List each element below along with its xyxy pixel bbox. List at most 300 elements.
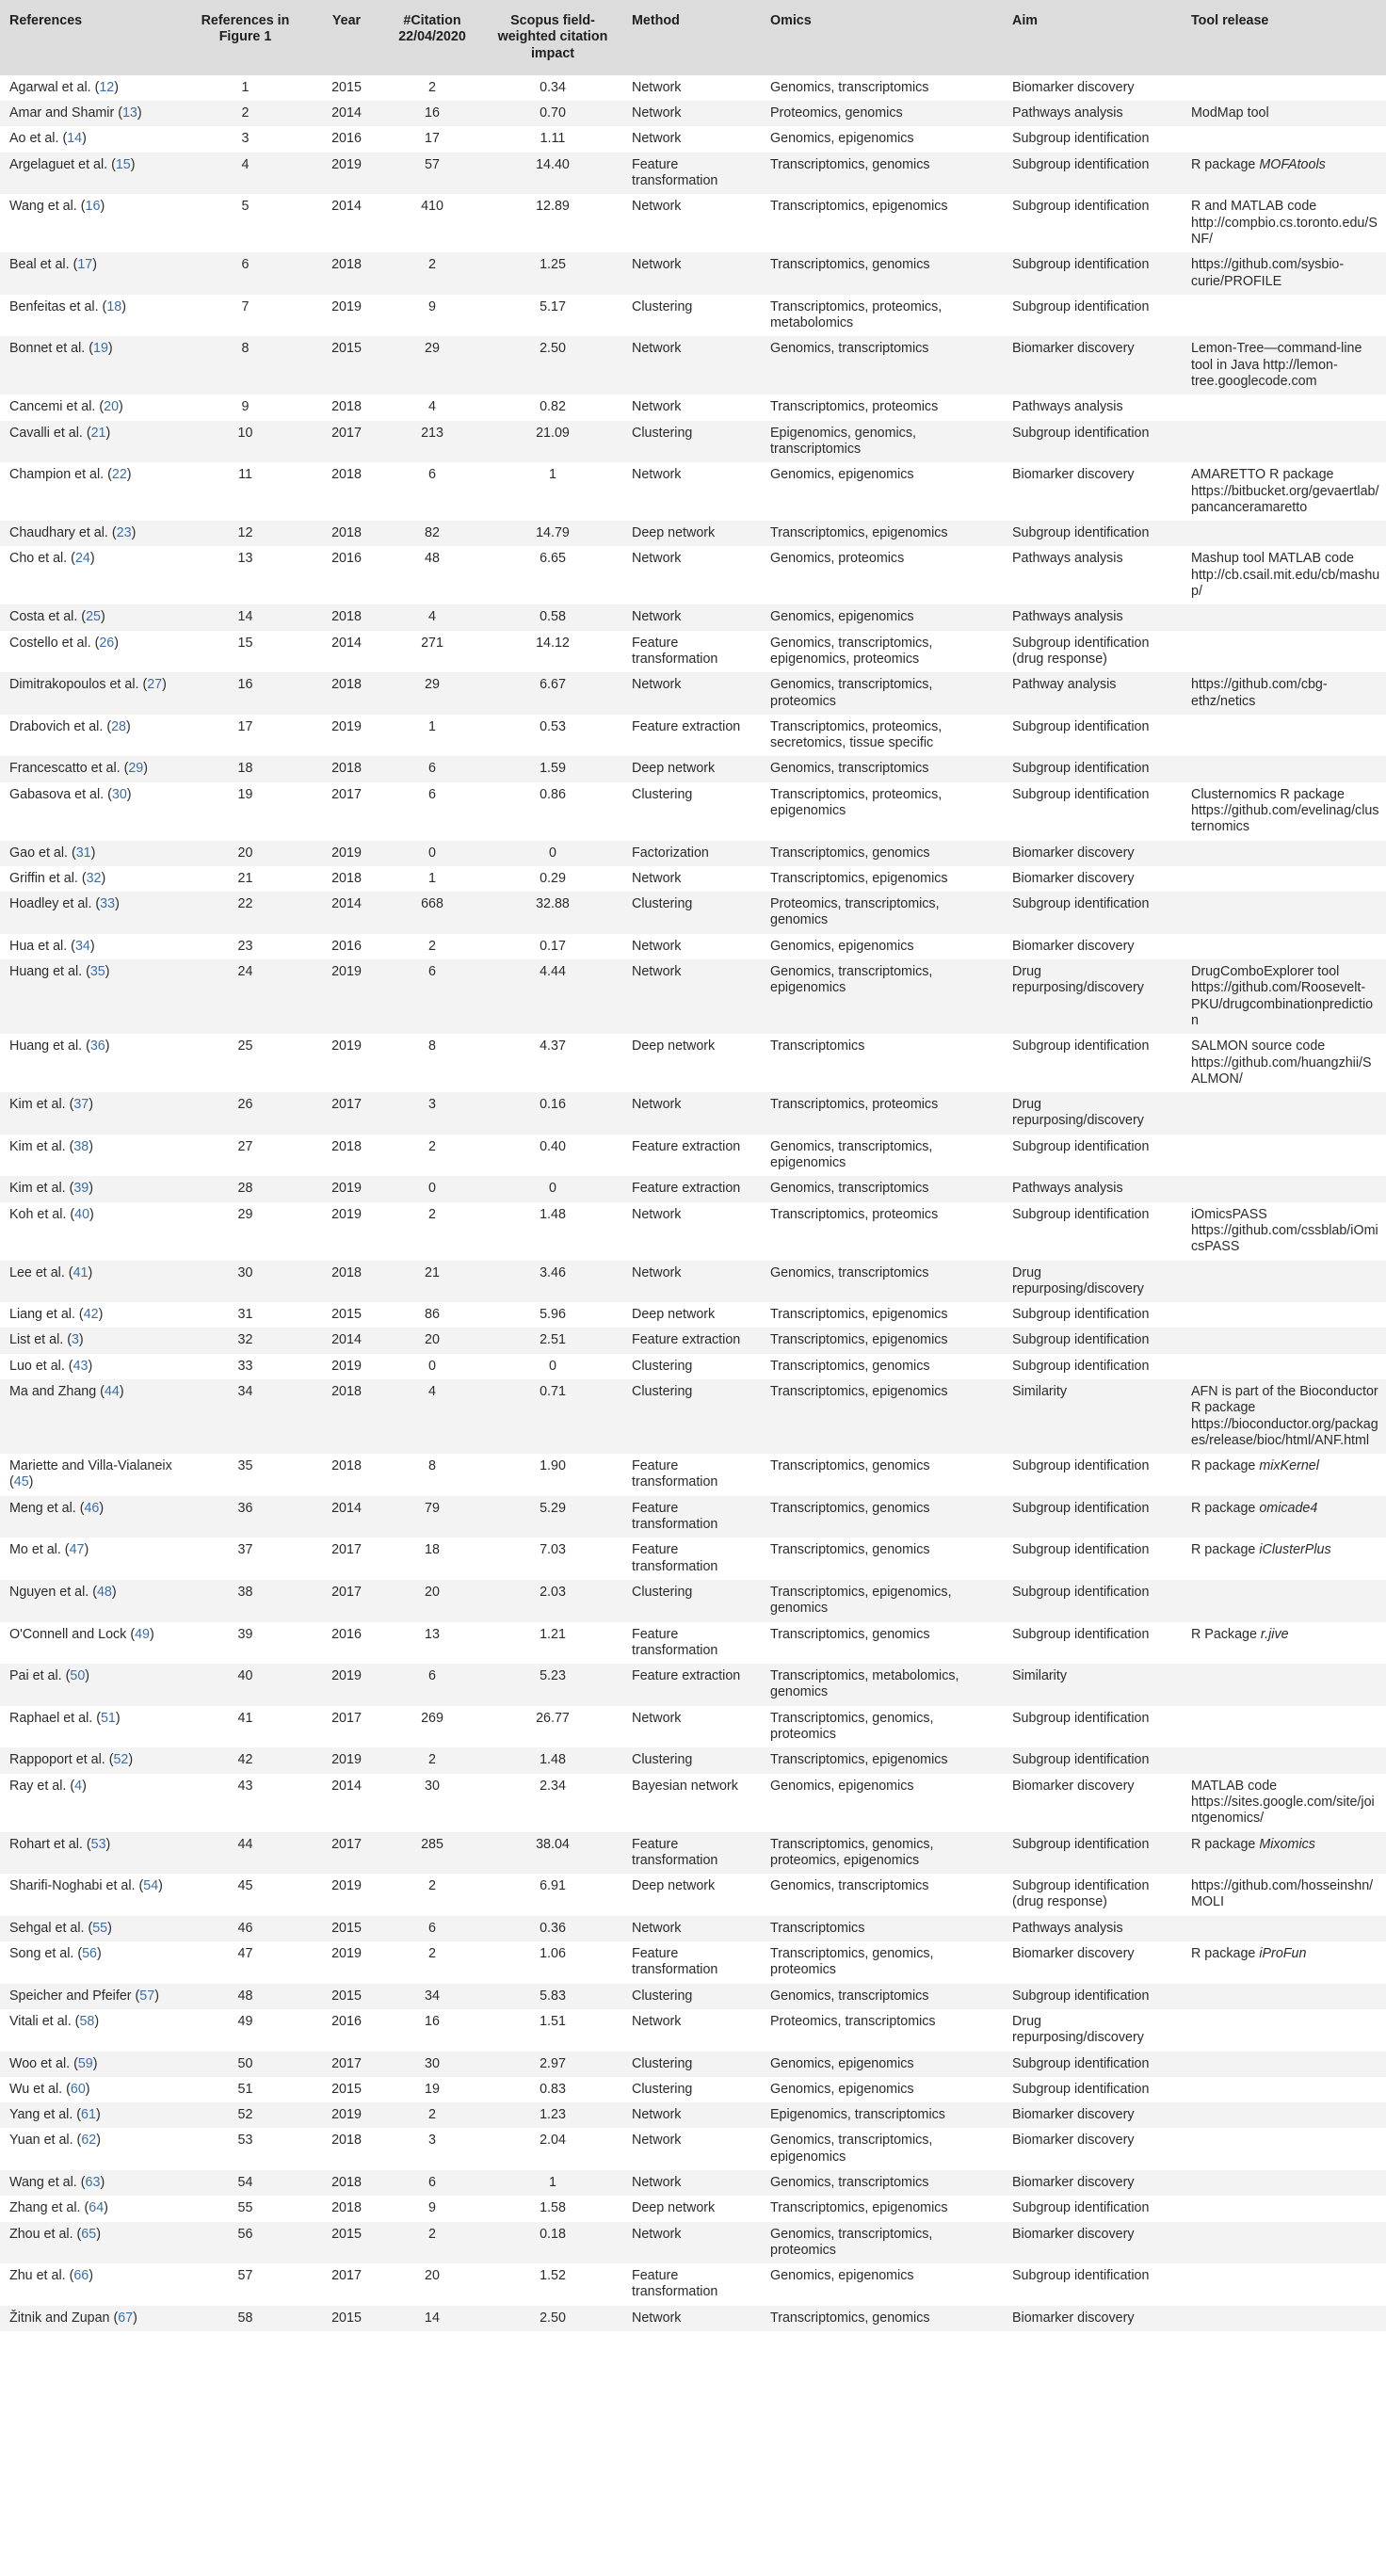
reference-author: Zhu et al. (9, 2268, 66, 2284)
cell-method: Network (632, 467, 682, 483)
cell-year: 2015 (308, 1984, 381, 2009)
table-row (0, 101, 1386, 126)
reference-number-link[interactable]: 44 (104, 1384, 120, 1399)
reference-author: Wu et al. (9, 2081, 63, 2097)
table-row (0, 1747, 1386, 1773)
cell-aim: Subgroup identification (1012, 2200, 1150, 2216)
cell-reference: Zhu et al. (66) (9, 2268, 94, 2284)
cell-aim: Subgroup identification (1012, 199, 1150, 215)
cell-figure-ref: 5 (241, 199, 250, 215)
cell-year: 2017 (308, 1092, 381, 1135)
tool-text: iOmicsPASS https://github.com/cssblab/iOmicsPASS (1191, 1206, 1378, 1255)
cell-reference: Griffin et al. (32) (9, 870, 106, 886)
table-row (0, 2306, 1386, 2331)
table-row (0, 866, 1386, 892)
cell-year: 2019 (331, 1206, 362, 1222)
reference-number-link[interactable]: 39 (73, 1181, 89, 1197)
cell-citations: 668 (381, 892, 479, 934)
reference-number-link[interactable]: 41 (73, 1264, 89, 1280)
cell-aim: Pathway analysis (1003, 672, 1182, 715)
cell-fwci: 1.90 (540, 1458, 566, 1474)
reference-author: Costa et al. (9, 609, 78, 625)
tool-text: https://github.com/hosseinshn/MOLI (1191, 1878, 1374, 1910)
cell-method: Feature transformation (622, 1832, 761, 1875)
reference-number-link[interactable]: 34 (74, 938, 90, 954)
cell-year: 2019 (308, 959, 381, 1034)
reference-number-link[interactable]: 65 (81, 2226, 97, 2242)
cell-tool-release (1182, 153, 1386, 195)
reference-number-link[interactable]: 32 (86, 870, 102, 886)
cell-figure-ref: 38 (179, 1580, 308, 1622)
cell-fwci: 0.58 (479, 604, 622, 630)
cell-year: 2014 (331, 199, 362, 215)
cell-year: 2019 (331, 1878, 362, 1894)
cell-year: 2015 (331, 2081, 362, 2097)
tool-package-name: r.jive (1260, 1626, 1289, 1642)
reference-author: Gabasova et al. (9, 786, 105, 802)
reference-number-link[interactable]: 67 (118, 2310, 134, 2326)
reference-number-link[interactable]: 53 (90, 1836, 106, 1852)
reference-number-link[interactable]: 20 (104, 399, 120, 415)
cell-reference: Mariette and Villa-Vialaneix (45) (9, 1458, 172, 1490)
cell-aim: Subgroup identification (1012, 298, 1150, 314)
cell-method: Network (622, 1092, 761, 1135)
reference-author: Speicher and Pfeifer (9, 1988, 132, 2004)
reference-number-link[interactable]: 28 (111, 718, 126, 734)
table-row (0, 2196, 1386, 2221)
cell-omics: Proteomics, genomics (761, 101, 1003, 126)
table-row (0, 126, 1386, 152)
cell-citations: 285 (381, 1832, 479, 1875)
cell-year: 2018 (331, 2200, 362, 2216)
cell-aim: Subgroup identification (1003, 1328, 1182, 1353)
tool-text: R package (1191, 1542, 1256, 1558)
cell-citations: 9 (428, 298, 436, 314)
cell-year: 2017 (331, 786, 362, 802)
cell-method: Network (622, 604, 761, 630)
reference-number-link[interactable]: 43 (73, 1358, 89, 1374)
reference-number-link[interactable]: 13 (121, 105, 137, 121)
cell-omics: Genomics, transcriptomics, epigenomics, proteomics (770, 635, 933, 667)
cell-aim: Pathways analysis (1003, 101, 1182, 126)
reference-number-link[interactable]: 16 (85, 199, 101, 215)
cell-reference: Cavalli et al. (21) (0, 421, 179, 463)
cell-fwci: 0.16 (479, 1092, 622, 1135)
cell-method: Network (632, 1710, 682, 1726)
reference-author: Cavalli et al. (9, 425, 83, 441)
cell-citations: 2 (428, 1206, 436, 1222)
cell-reference: Dimitrakopoulos et al. (27) (0, 672, 179, 715)
cell-year: 2016 (331, 551, 362, 567)
cell-citations: 17 (425, 131, 440, 147)
cell-citations: 0 (381, 841, 479, 866)
reference-number-link[interactable]: 22 (111, 467, 127, 483)
cell-figure-ref: 36 (179, 1496, 308, 1538)
cell-fwci: 0 (549, 1358, 556, 1374)
reference-number-link[interactable]: 30 (111, 786, 127, 802)
reference-number-link[interactable]: 33 (100, 896, 116, 912)
table-row (0, 521, 1386, 546)
cell-year: 2019 (308, 153, 381, 195)
reference-number-link[interactable]: 27 (147, 677, 163, 693)
cell-fwci: 7.03 (540, 1542, 566, 1558)
reference-number-link[interactable]: 58 (79, 2013, 95, 2029)
cell-citations: 20 (381, 1328, 479, 1353)
cell-omics: Genomics, transcriptomics (761, 2170, 1003, 2196)
cell-figure-ref: 22 (179, 892, 308, 934)
reference-number-link[interactable]: 52 (113, 1752, 129, 1768)
table-row (0, 194, 1386, 252)
cell-reference: Huang et al. (35) (0, 959, 179, 1034)
cell-citations: 34 (381, 1984, 479, 2009)
cell-reference: Kim et al. (39) (0, 1176, 179, 1201)
reference-author: Rappoport et al. (9, 1752, 105, 1768)
cell-aim: Subgroup identification (1003, 2052, 1182, 2077)
reference-number-link[interactable]: 19 (93, 341, 108, 357)
reference-number-link[interactable]: 55 (92, 1920, 108, 1936)
table-row (0, 421, 1386, 463)
reference-author: Beal et al. (9, 257, 70, 273)
header-figure-ref: References in Figure 1 (179, 0, 308, 75)
cell-reference: O'Connell and Lock (49) (9, 1626, 154, 1642)
cell-fwci: 2.50 (479, 336, 622, 394)
cell-fwci: 12.89 (536, 199, 570, 215)
cell-year: 2018 (308, 252, 381, 295)
cell-aim: Biomarker discovery (1003, 2170, 1182, 2196)
cell-tool-release (1182, 2170, 1386, 2196)
reference-number-link[interactable]: 40 (74, 1206, 90, 1222)
cell-year: 2014 (308, 892, 381, 934)
cell-fwci: 1 (479, 2170, 622, 2196)
cell-reference: Drabovich et al. (28) (9, 718, 131, 734)
reference-author: Amar and Shamir (9, 105, 115, 121)
cell-omics: Transcriptomics, epigenomics (761, 1328, 1003, 1353)
cell-year: 2015 (308, 336, 381, 394)
cell-omics: Transcriptomics, epigenomics (770, 199, 948, 215)
cell-fwci: 0.53 (540, 718, 566, 734)
cell-fwci: 2.04 (540, 2133, 566, 2149)
cell-fwci: 1.23 (479, 2102, 622, 2128)
cell-fwci: 14.79 (479, 521, 622, 546)
cell-omics: Transcriptomics, proteomics, epigenomics (770, 786, 943, 818)
cell-fwci: 1.59 (479, 756, 622, 781)
cell-citations: 269 (421, 1710, 443, 1726)
reference-number-link[interactable]: 3 (71, 1332, 79, 1348)
cell-aim: Subgroup identification (1003, 1747, 1182, 1773)
reference-author: Kim et al. (9, 1097, 66, 1113)
cell-method: Network (622, 2222, 761, 2264)
table-row (0, 841, 1386, 866)
cell-reference: Woo et al. (59) (0, 2052, 179, 2077)
cell-year: 2015 (308, 1916, 381, 1941)
cell-reference: Song et al. (56) (9, 1946, 102, 1962)
tool-text: SALMON source code https://github.com/huangzhii/SALMON/ (1191, 1038, 1372, 1087)
cell-figure-ref: 33 (237, 1358, 253, 1374)
table-row (0, 2170, 1386, 2196)
cell-method: Network (632, 870, 682, 886)
reference-number-link[interactable]: 36 (89, 1038, 105, 1055)
cell-omics: Genomics, transcriptomics, proteomics (761, 672, 1003, 715)
cell-method: Clustering (622, 1379, 761, 1454)
cell-year: 2017 (308, 2052, 381, 2077)
cell-citations: 16 (381, 101, 479, 126)
reference-number-link[interactable]: 59 (77, 2055, 93, 2071)
cell-method: Clustering (632, 1358, 693, 1374)
cell-reference: Wang et al. (63) (0, 2170, 179, 2196)
cell-reference: Hua et al. (34) (9, 938, 95, 954)
reference-number-link[interactable]: 54 (143, 1878, 159, 1894)
cell-fwci: 0 (479, 841, 622, 866)
reference-author: O'Connell and Lock (9, 1626, 127, 1642)
cell-figure-ref: 9 (241, 399, 250, 415)
cell-tool-release (1182, 2196, 1386, 2221)
cell-tool-release (1182, 1874, 1386, 1916)
cell-fwci: 1 (549, 467, 556, 483)
cell-figure-ref: 15 (237, 635, 253, 651)
cell-year: 2014 (331, 1778, 362, 1794)
cell-reference: Kim et al. (38) (9, 1138, 93, 1154)
cell-reference: Zhang et al. (64) (9, 2200, 108, 2216)
cell-tool-release (1182, 631, 1386, 673)
table-row (0, 1496, 1386, 1538)
cell-figure-ref: 8 (179, 336, 308, 394)
reference-number-link[interactable]: 38 (73, 1138, 89, 1154)
reference-number-link[interactable]: 12 (99, 79, 115, 95)
reference-number-link[interactable]: 21 (90, 425, 106, 441)
reference-number-link[interactable]: 4 (74, 1778, 83, 1794)
cell-year: 2017 (308, 1832, 381, 1875)
table-row (0, 153, 1386, 195)
cell-citations: 1 (428, 870, 436, 886)
cell-year: 2015 (331, 79, 362, 95)
reference-number-link[interactable]: 49 (135, 1626, 150, 1642)
cell-omics: Transcriptomics, epigenomics (761, 521, 1003, 546)
cell-citations: 29 (381, 336, 479, 394)
table-row (0, 604, 1386, 630)
cell-fwci: 2.97 (479, 2052, 622, 2077)
reference-number-link[interactable]: 64 (89, 2200, 105, 2216)
reference-author: Costello et al. (9, 635, 91, 651)
tool-text: R and MATLAB code http://compbio.cs.toronto.edu/SNF/ (1191, 199, 1378, 247)
cell-figure-ref: 25 (237, 1038, 253, 1055)
cell-omics: Genomics, epigenomics (761, 2052, 1003, 2077)
cell-omics: Transcriptomics, proteomics, metabolomics (770, 298, 943, 331)
cell-citations: 79 (381, 1496, 479, 1538)
cell-method: Network (622, 336, 761, 394)
cell-method: Network (622, 672, 761, 715)
cell-figure-ref: 17 (237, 718, 253, 734)
cell-fwci: 0.71 (479, 1379, 622, 1454)
reference-number-link[interactable]: 42 (83, 1307, 99, 1323)
table-row (0, 1261, 1386, 1303)
cell-year: 2018 (331, 1458, 362, 1474)
table-row (0, 782, 1386, 841)
reference-author: Cho et al. (9, 551, 68, 567)
reference-number-link[interactable]: 15 (115, 156, 131, 172)
cell-tool-release (1182, 672, 1386, 715)
cell-citations: 2 (428, 79, 436, 95)
cell-year: 2018 (331, 467, 362, 483)
cell-method: Network (632, 938, 682, 954)
reference-number-link[interactable]: 45 (13, 1474, 29, 1490)
cell-year: 2019 (308, 1664, 381, 1706)
cell-reference: Wang et al. (16) (9, 199, 105, 215)
cell-method: Feature transformation (622, 1496, 761, 1538)
cell-tool-release (1182, 194, 1386, 252)
cell-reference: Liang et al. (42) (9, 1307, 104, 1323)
cell-omics: Genomics, transcriptomics, epigenomics (770, 1138, 933, 1171)
cell-tool-release (1182, 252, 1386, 295)
reference-number-link[interactable]: 23 (116, 525, 132, 541)
reference-number-link[interactable]: 51 (100, 1710, 116, 1726)
reference-number-link[interactable]: 60 (70, 2081, 86, 2097)
table-row (0, 1984, 1386, 2009)
cell-figure-ref: 47 (237, 1946, 253, 1962)
cell-fwci: 0.36 (479, 1916, 622, 1941)
cell-tool-release (1182, 1622, 1386, 1665)
reference-author: Sharifi-Noghabi et al. (9, 1878, 136, 1894)
cell-aim: Biomarker discovery (1012, 1946, 1135, 1962)
cell-fwci: 0.82 (540, 399, 566, 415)
reference-number-link[interactable]: 61 (81, 2107, 96, 2123)
cell-figure-ref: 27 (237, 1138, 253, 1154)
cell-aim: Subgroup identification (1003, 1496, 1182, 1538)
cell-tool-release (1182, 1176, 1386, 1201)
cell-citations: 29 (381, 672, 479, 715)
reference-number-link[interactable]: 48 (96, 1584, 112, 1600)
cell-tool-release (1182, 1354, 1386, 1379)
reference-author: Song et al. (9, 1946, 74, 1962)
reference-author: Nguyen et al. (9, 1584, 89, 1600)
table-row (0, 1941, 1386, 1984)
reference-number-link[interactable]: 17 (77, 257, 93, 273)
reference-number-link[interactable]: 26 (99, 635, 115, 651)
table-row (0, 462, 1386, 521)
cell-omics: Genomics, epigenomics (770, 467, 914, 483)
cell-omics: Proteomics, transcriptomics, genomics (761, 892, 1003, 934)
cell-figure-ref: 49 (237, 2013, 253, 2029)
reference-number-link[interactable]: 31 (75, 845, 91, 861)
reference-number-link[interactable]: 18 (106, 298, 122, 314)
reference-number-link[interactable]: 47 (69, 1542, 85, 1558)
cell-year: 2018 (308, 756, 381, 781)
reference-author: Dimitrakopoulos et al. (9, 677, 139, 693)
cell-tool-release (1182, 756, 1386, 781)
reference-number-link[interactable]: 62 (81, 2133, 97, 2149)
cell-omics: Transcriptomics, genomics, proteomics (770, 1946, 934, 1978)
reference-number-link[interactable]: 56 (82, 1946, 97, 1962)
reference-author: Huang et al. (9, 964, 83, 980)
cell-citations: 19 (425, 2081, 440, 2097)
reference-number-link[interactable]: 46 (84, 1500, 100, 1516)
cell-figure-ref: 39 (237, 1626, 253, 1642)
cell-method: Network (632, 1206, 682, 1222)
cell-tool-release (1182, 421, 1386, 463)
tool-text: AFN is part of the Bioconductor R package https://bioconductor.org/packages/release/bioc/html/ANF.html (1191, 1384, 1378, 1448)
reference-number-link[interactable]: 14 (67, 131, 83, 147)
cell-reference: Nguyen et al. (48) (0, 1580, 179, 1622)
cell-tool-release (1182, 295, 1386, 337)
cell-tool-release (1182, 1916, 1386, 1941)
reference-author: Griffin et al. (9, 870, 78, 886)
reference-author: Raphael et al. (9, 1710, 93, 1726)
reference-number-link[interactable]: 24 (74, 551, 90, 567)
cell-tool-release (1182, 1580, 1386, 1622)
cell-method: Deep network (632, 1307, 716, 1323)
reference-number-link[interactable]: 35 (89, 964, 105, 980)
cell-reference: Wu et al. (60) (9, 2081, 90, 2097)
cell-reference: Ray et al. (4) (9, 1778, 87, 1794)
cell-method: Clustering (632, 298, 693, 314)
cell-figure-ref: 53 (237, 2133, 253, 2149)
cell-figure-ref: 31 (237, 1307, 253, 1323)
tool-text: Lemon-Tree—command-line tool in Java http://lemon-tree.googlecode.com (1191, 341, 1362, 390)
reference-number-link[interactable]: 63 (85, 2174, 101, 2190)
cell-omics: Transcriptomics, genomics, proteomics, epigenomics (761, 1832, 1003, 1875)
cell-method: Feature transformation (632, 1946, 718, 1978)
cell-aim: Biomarker discovery (1003, 2306, 1182, 2331)
cell-fwci: 1.25 (479, 252, 622, 295)
cell-reference: Costa et al. (25) (0, 604, 179, 630)
cell-citations: 271 (421, 635, 443, 651)
reference-author: Kim et al. (9, 1181, 66, 1197)
cell-citations: 14 (381, 2306, 479, 2331)
cell-figure-ref: 29 (237, 1206, 253, 1222)
cell-year: 2016 (331, 1626, 362, 1642)
cell-figure-ref: 1 (241, 79, 250, 95)
cell-method: Network (622, 101, 761, 126)
reference-number-link[interactable]: 50 (70, 1668, 86, 1684)
cell-figure-ref: 6 (179, 252, 308, 295)
cell-reference: Francescatto et al. (29) (0, 756, 179, 781)
cell-year: 2017 (331, 1542, 362, 1558)
table-row (0, 1538, 1386, 1580)
cell-omics: Proteomics, transcriptomics (770, 2013, 936, 2029)
reference-number-link[interactable]: 25 (86, 609, 101, 625)
cell-fwci: 2.03 (479, 1580, 622, 1622)
cell-method: Feature transformation (632, 1626, 718, 1658)
table-row (0, 1034, 1386, 1092)
cell-figure-ref: 11 (238, 467, 252, 483)
cell-method: Clustering (622, 1984, 761, 2009)
cell-method: Feature extraction (632, 1138, 741, 1154)
cell-figure-ref: 19 (237, 786, 253, 802)
cell-fwci: 1.11 (540, 131, 566, 147)
reference-number-link[interactable]: 57 (139, 1988, 155, 2004)
cell-method: Feature transformation (632, 2268, 718, 2300)
table-row (0, 1354, 1386, 1379)
tool-text: R package (1191, 156, 1256, 172)
cell-citations: 4 (428, 399, 436, 415)
cell-citations: 6 (381, 2170, 479, 2196)
reference-author: Žitnik and Zupan (9, 2310, 110, 2326)
table-row (0, 75, 1386, 101)
table-body (0, 75, 1386, 2331)
cell-reference: Cho et al. (24) (9, 551, 95, 567)
cell-aim: Drug repurposing/discovery (1003, 1261, 1182, 1303)
cell-aim: Pathways analysis (1012, 551, 1123, 567)
cell-omics: Transcriptomics, genomics (770, 1358, 930, 1374)
cell-fwci: 0.70 (479, 101, 622, 126)
cell-figure-ref: 20 (179, 841, 308, 866)
reference-number-link[interactable]: 29 (128, 761, 144, 777)
cell-year: 2014 (308, 1328, 381, 1353)
reference-number-link[interactable]: 66 (73, 2268, 89, 2284)
cell-fwci: 6.91 (540, 1878, 566, 1894)
cell-reference: Costello et al. (26) (9, 635, 120, 651)
cell-year: 2019 (308, 841, 381, 866)
reference-number-link[interactable]: 37 (73, 1097, 89, 1113)
